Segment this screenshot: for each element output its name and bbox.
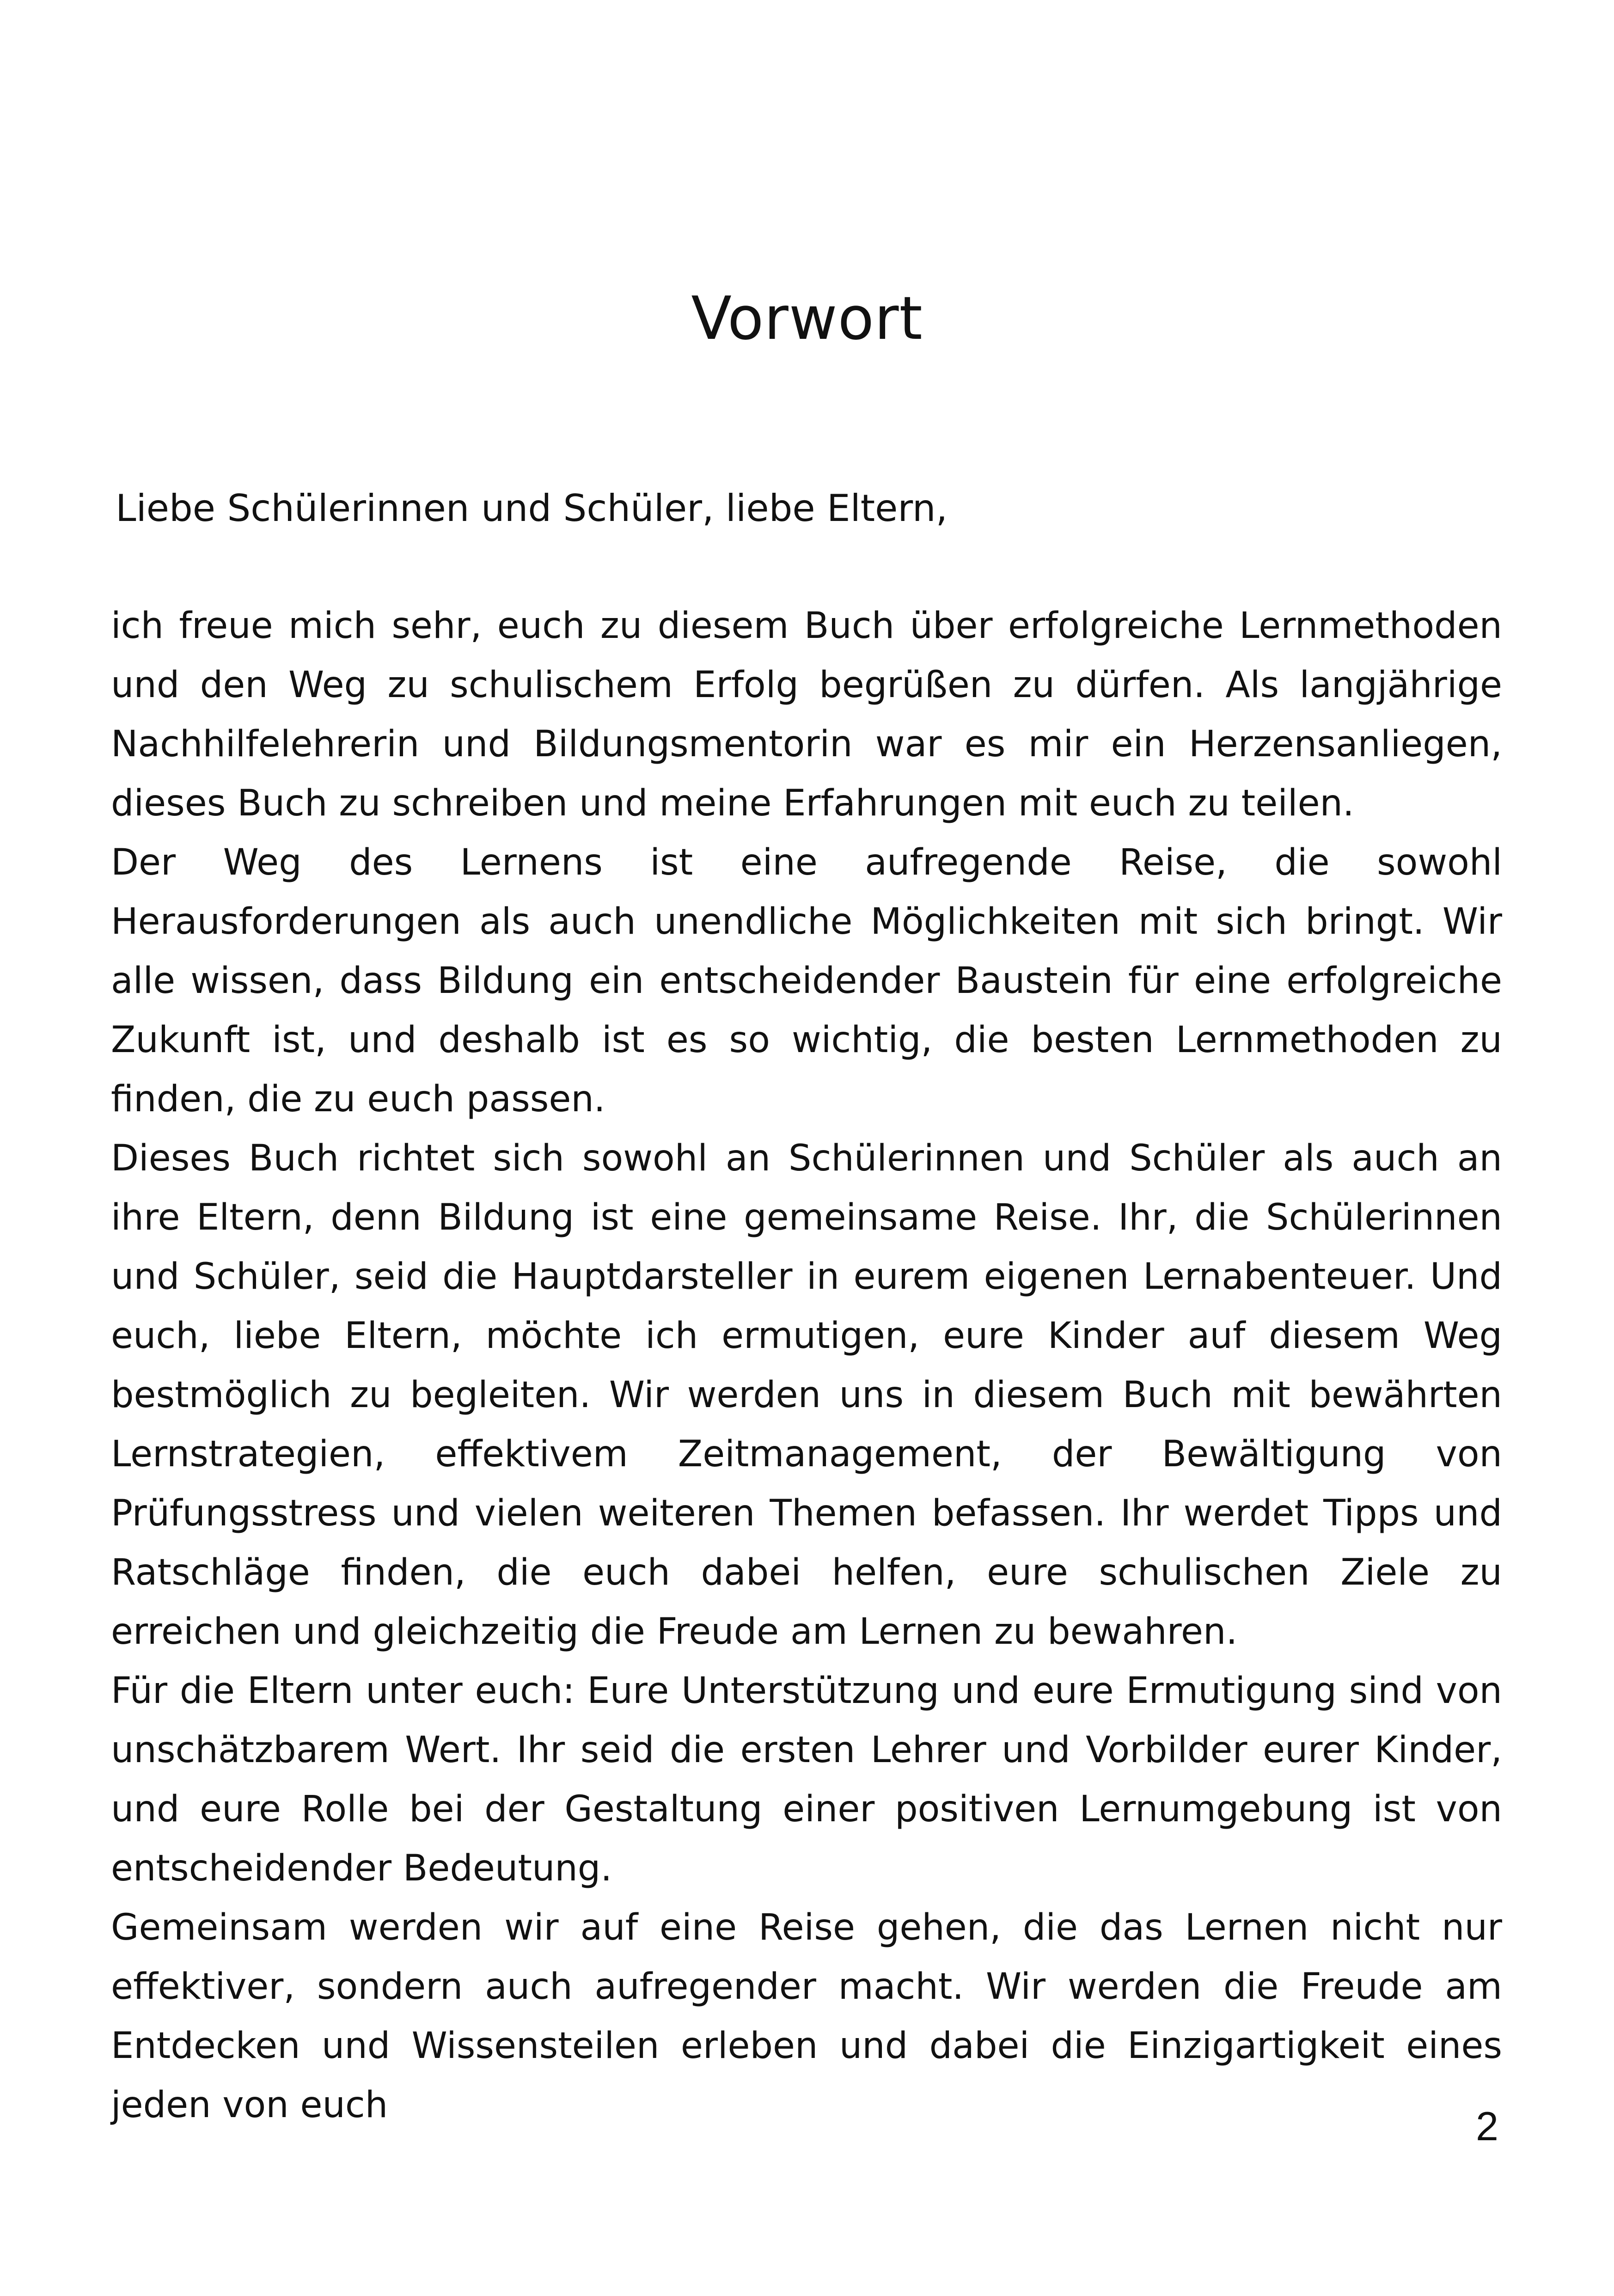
page-number: 2 [1476, 2103, 1498, 2149]
paragraph-3: Dieses Buch richtet sich sowohl an Schülerinnen und Schüler als auch an ihre Eltern, denn Bildung ist eine gemeinsame Reise. Ihr, die Schülerinnen und Schüler, seid die Hauptdarsteller in eurem eigenen Lernabenteuer. Und euch, liebe Eltern, möchte ich ermutigen, eure Kinder auf diesem Weg bestmöglich zu begleiten. Wir werden uns in diesem Buch mit bewährten Lernstrategien, effektivem Zeitmanagement, der Bewältigung von Prüfungsstress und vielen weiteren Themen befassen. Ihr werdet Tipps und Ratschläge finden, die euch dabei helfen, eure schulischen Ziele zu erreichen und gleichzeitig die Freude am Lernen zu bewahren. [111, 1138, 1502, 1653]
page-title: Vorwort [691, 284, 923, 353]
salutation: Liebe Schülerinnen und Schüler, liebe Eltern, [116, 487, 948, 530]
paragraph-1: ich freue mich sehr, euch zu diesem Buch über erfolgreiche Lernmethoden und den Weg zu schulischem Erfolg begrüßen zu dürfen. Als langjährige Nachhilfelehrerin und Bildungsmentorin war es mir ein Herzensanliegen, dieses Buch zu schreiben und meine Erfahrungen mit euch zu teilen. [111, 605, 1502, 824]
paragraph-5: Gemeinsam werden wir auf eine Reise gehen, die das Lernen nicht nur effektiver, sondern auch aufregender macht. Wir werden die Freude am Entdecken und Wissensteilen erleben und dabei die Einzigartigkeit eines jeden von euch [111, 1907, 1502, 2126]
paragraph-2: Der Weg des Lernens ist eine aufregende Reise, die sowohl Herausforderungen als auch unendliche Möglichkeiten mit sich bringt. Wir alle wissen, dass Bildung ein entscheidender Baustein für eine erfolgreiche Zukunft ist, und deshalb ist es so wichtig, die besten Lernmethoden zu finden, die zu euch passen. [111, 842, 1502, 1120]
body-text [111, 596, 1502, 2135]
paragraph-4: Für die Eltern unter euch: Eure Unterstützung und eure Ermutigung sind von unschätzbarem Wert. Ihr seid die ersten Lehrer und Vorbilder eurer Kinder, und eure Rolle bei der Gestaltung einer positiven Lernumgebung ist von entscheidender Bedeutung. [111, 1670, 1502, 1889]
